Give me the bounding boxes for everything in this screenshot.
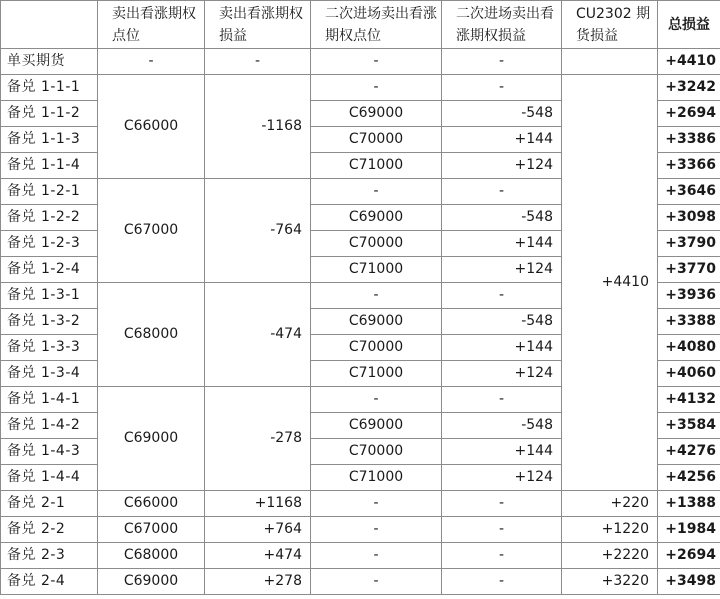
call-strike-cell: C68000 [98,543,205,569]
header-reentry-pnl: 二次进场卖出看涨期权损益 [442,1,562,49]
reentry-strike-cell: C70000 [311,335,442,361]
row-label: 单买期货 [1,49,98,75]
total-pnl-cell: +3646 [658,179,720,205]
total-pnl-cell: +1984 [658,517,720,543]
reentry-pnl-cell: - [442,543,562,569]
call-strike-cell: C69000 [98,387,205,491]
row-label: 备兑 2-4 [1,569,98,595]
reentry-strike-cell: - [311,543,442,569]
total-pnl-cell: +3770 [658,257,720,283]
reentry-pnl-cell: - [442,387,562,413]
total-pnl-cell: +4080 [658,335,720,361]
reentry-strike-cell: C70000 [311,231,442,257]
reentry-strike-cell: - [311,75,442,101]
call-pnl-cell: +764 [205,517,311,543]
reentry-strike-cell: C70000 [311,439,442,465]
total-pnl-cell: +4256 [658,465,720,491]
header-call-pnl: 卖出看涨期权损益 [205,1,311,49]
call-pnl-cell: -764 [205,179,311,283]
total-pnl-cell: +2694 [658,543,720,569]
reentry-strike-cell: - [311,569,442,595]
header-total-pnl: 总损益 [658,1,720,49]
reentry-pnl-cell: - [442,75,562,101]
row-label: 备兑 1-1-2 [1,101,98,127]
reentry-strike-cell: - [311,283,442,309]
reentry-strike-cell: - [311,491,442,517]
total-pnl-cell: +3098 [658,205,720,231]
call-strike-cell: - [98,49,205,75]
table-row [1,491,720,517]
row-label: 备兑 1-2-1 [1,179,98,205]
total-pnl-cell: +1388 [658,491,720,517]
call-strike-cell: C69000 [98,569,205,595]
reentry-strike-cell: C71000 [311,361,442,387]
row-label: 备兑 2-2 [1,517,98,543]
row-label: 备兑 1-2-4 [1,257,98,283]
row-label: 备兑 1-4-2 [1,413,98,439]
table-row [1,543,720,569]
reentry-strike-cell: - [311,179,442,205]
total-pnl-cell: +3790 [658,231,720,257]
table-row [1,49,720,75]
total-pnl-cell: +3498 [658,569,720,595]
total-pnl-cell: +3366 [658,153,720,179]
table-row [1,569,720,595]
call-pnl-cell: +1168 [205,491,311,517]
total-pnl-cell: +4132 [658,387,720,413]
futures-pnl-cell: +1220 [562,517,658,543]
reentry-strike-cell: - [311,49,442,75]
row-label: 备兑 1-2-2 [1,205,98,231]
row-label: 备兑 1-4-3 [1,439,98,465]
reentry-pnl-cell: -548 [442,101,562,127]
total-pnl-cell: +3242 [658,75,720,101]
futures-pnl-cell [562,49,658,75]
call-pnl-cell: - [205,49,311,75]
corner-cell [1,1,98,49]
total-pnl-cell: +2694 [658,101,720,127]
row-label: 备兑 1-3-3 [1,335,98,361]
reentry-strike-cell: C69000 [311,101,442,127]
call-strike-cell: C67000 [98,179,205,283]
row-label: 备兑 1-1-3 [1,127,98,153]
reentry-pnl-cell: -548 [442,205,562,231]
table-row [1,517,720,543]
reentry-pnl-cell: - [442,491,562,517]
reentry-strike-cell: C71000 [311,465,442,491]
row-label: 备兑 1-3-1 [1,283,98,309]
total-pnl-cell: +3584 [658,413,720,439]
total-pnl-cell: +3386 [658,127,720,153]
call-pnl-cell: -474 [205,283,311,387]
row-label: 备兑 2-1 [1,491,98,517]
reentry-pnl-cell: +144 [442,335,562,361]
call-pnl-cell: +474 [205,543,311,569]
reentry-pnl-cell: +144 [442,231,562,257]
row-label: 备兑 1-4-4 [1,465,98,491]
total-pnl-cell: +4060 [658,361,720,387]
futures-pnl-cell: +3220 [562,569,658,595]
reentry-strike-cell: C69000 [311,205,442,231]
reentry-strike-cell: C71000 [311,153,442,179]
reentry-strike-cell: - [311,387,442,413]
row-label: 备兑 1-3-2 [1,309,98,335]
reentry-strike-cell: C69000 [311,413,442,439]
call-pnl-cell: -1168 [205,75,311,179]
call-strike-cell: C67000 [98,517,205,543]
reentry-pnl-cell: +124 [442,361,562,387]
reentry-pnl-cell: +124 [442,257,562,283]
call-strike-cell: C66000 [98,491,205,517]
reentry-strike-cell: C69000 [311,309,442,335]
reentry-pnl-cell: - [442,517,562,543]
futures-pnl-cell: +4410 [562,75,658,491]
call-pnl-cell: +278 [205,569,311,595]
reentry-pnl-cell: +124 [442,465,562,491]
row-label: 备兑 1-2-3 [1,231,98,257]
row-label: 备兑 1-3-4 [1,361,98,387]
row-label: 备兑 1-1-1 [1,75,98,101]
call-strike-cell: C68000 [98,283,205,387]
reentry-strike-cell: C70000 [311,127,442,153]
call-strike-cell: C66000 [98,75,205,179]
reentry-pnl-cell: +144 [442,439,562,465]
reentry-pnl-cell: +144 [442,127,562,153]
reentry-pnl-cell: - [442,283,562,309]
header-futures-pnl: CU2302 期货损益 [562,1,658,49]
reentry-pnl-cell: +124 [442,153,562,179]
reentry-pnl-cell: -548 [442,413,562,439]
total-pnl-cell: +4410 [658,49,720,75]
reentry-strike-cell: - [311,517,442,543]
row-label: 备兑 1-4-1 [1,387,98,413]
reentry-pnl-cell: - [442,49,562,75]
row-label: 备兑 1-1-4 [1,153,98,179]
header-row [1,1,720,49]
header-reentry-strike: 二次进场卖出看涨期权点位 [311,1,442,49]
total-pnl-cell: +3936 [658,283,720,309]
total-pnl-cell: +4276 [658,439,720,465]
reentry-pnl-cell: -548 [442,309,562,335]
reentry-pnl-cell: - [442,179,562,205]
total-pnl-cell: +3388 [658,309,720,335]
call-pnl-cell: -278 [205,387,311,491]
futures-pnl-cell: +220 [562,491,658,517]
reentry-strike-cell: C71000 [311,257,442,283]
row-label: 备兑 2-3 [1,543,98,569]
reentry-pnl-cell: - [442,569,562,595]
header-call-strike: 卖出看涨期权点位 [98,1,205,49]
futures-pnl-cell: +2220 [562,543,658,569]
table-row [1,75,720,101]
